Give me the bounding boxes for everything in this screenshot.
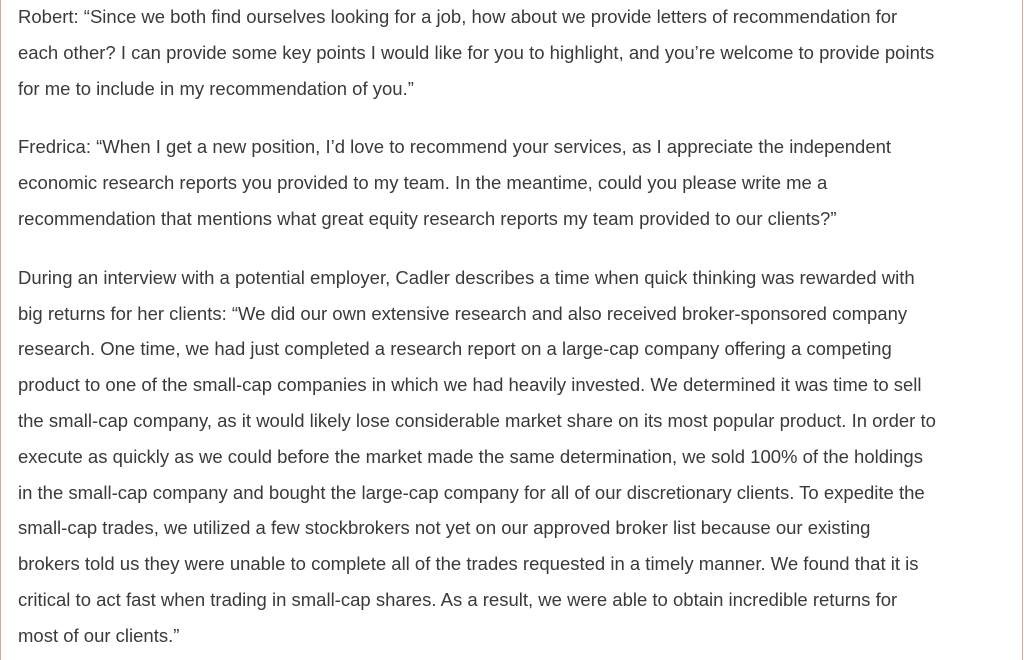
paragraph-fredrica-quote xyxy=(18,129,1018,236)
document-body xyxy=(18,0,1018,654)
text-line: brokers told us they were unable to complete all of the trades requested in a timely manner. We found that it is xyxy=(18,553,919,575)
text-line: in the small-cap company and bought the large-cap company for all of our discretionary clients. To expedite the xyxy=(18,481,925,503)
text-line: execute as quickly as we could before the market made the same determination, we sold 100% of the holdings xyxy=(18,445,923,467)
paragraph-robert-quote xyxy=(18,0,1018,106)
text-line: economic research reports you provided to my team. In the meantime, could you please write me a xyxy=(18,172,828,194)
paragraph-cadler-interview xyxy=(18,260,1018,654)
text-line: During an interview with a potential employer, Cadler describes a time when quick thinking was rewarded with xyxy=(18,266,915,288)
text-line: the small-cap company, as it would likely lose considerable market share on its most popular product. In order to xyxy=(18,409,936,431)
text-line: small-cap trades, we utilized a few stockbrokers not yet on our approved broker list because our existing xyxy=(18,517,871,539)
text-line: for me to include in my recommendation of you.” xyxy=(18,77,414,99)
text-line: each other? I can provide some key points I would like for you to highlight, and you’re welcome to provide points xyxy=(18,41,935,63)
text-line: big returns for her clients: “We did our own extensive research and also received broker-sponsored company xyxy=(18,302,908,324)
text-line: product to one of the small-cap companies in which we had heavily invested. We determined it was time to sell xyxy=(18,374,922,396)
text-line: most of our clients.” xyxy=(18,624,180,646)
text-line: Fredrica: “When I get a new position, I’d love to recommend your services, as I appreciate the independent xyxy=(18,136,892,158)
text-line: Robert: “Since we both find ourselves looking for a job, how about we provide letters of recommendation for xyxy=(18,6,898,27)
text-line: research. One time, we had just completed a research report on a large-cap company offering a competing xyxy=(18,338,892,360)
text-line: critical to act fast when trading in small-cap shares. As a result, we were able to obtain incredible returns for xyxy=(18,588,898,610)
text-line: recommendation that mentions what great equity research reports my team provided to our clients?” xyxy=(18,207,837,229)
